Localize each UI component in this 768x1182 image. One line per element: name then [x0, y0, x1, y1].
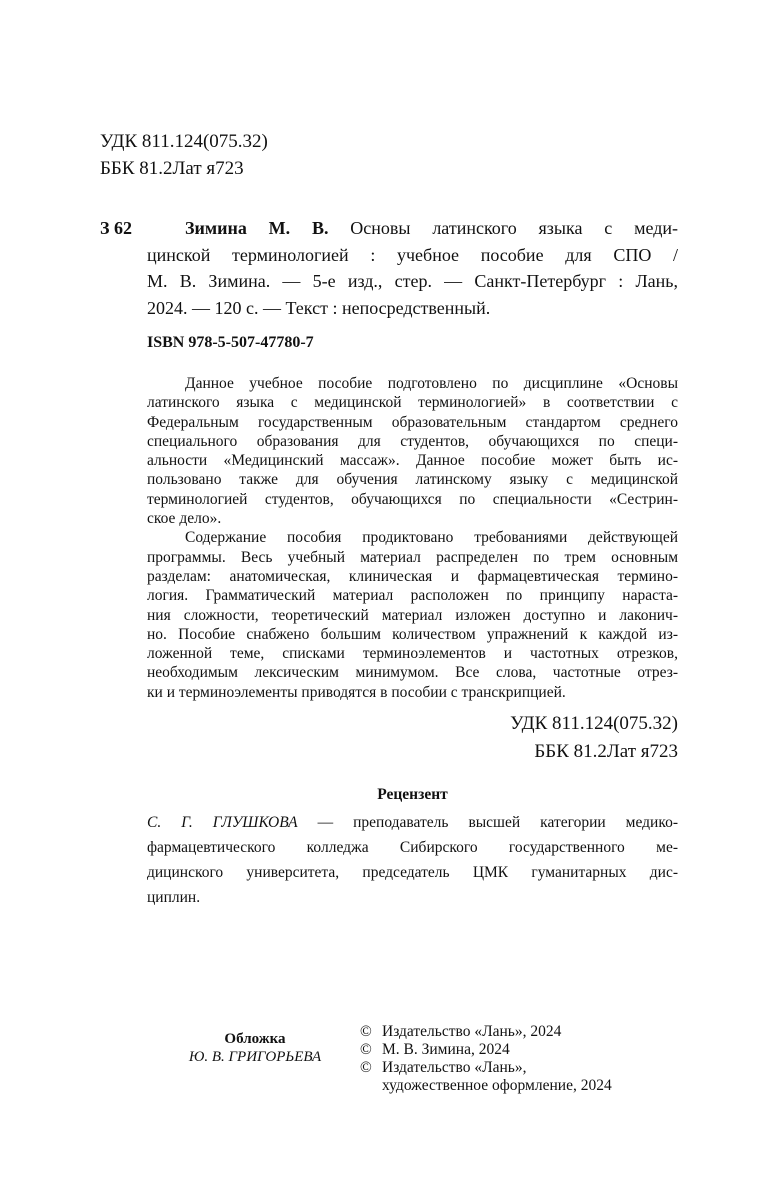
cover-credit — [160, 1030, 350, 1066]
abstract-line: разделам: анатомическая, клиническая и фармацевтическая термино- — [147, 567, 678, 585]
abstract-line: ки и терминоэлементы приводятся в пособии с транскрипцией. — [147, 683, 566, 701]
copyright-line — [360, 1023, 612, 1041]
reviewer-line — [147, 810, 678, 835]
abstract — [147, 374, 678, 702]
abstract-line: Данное учебное пособие подготовлено по дисциплине «Основы — [185, 375, 678, 392]
cover-designer: Ю. В. ГРИГОРЬЕВА — [188, 1049, 322, 1065]
abstract-line: ния сложности, теоретический материал изложен доступно и лаконич- — [147, 606, 678, 624]
abstract-line: специального образования для студентов, обучающихся по специ- — [147, 432, 678, 450]
reviewer-info — [147, 810, 678, 910]
entry-line — [147, 215, 678, 242]
copyright-line — [360, 1059, 612, 1077]
reviewer-text: — преподаватель высшей категории медико- — [297, 814, 678, 831]
abstract-line: альности «Медицинский массаж». Данное пособие может быть ис- — [147, 452, 678, 470]
abstract-line: но. Пособие снабжено большим количеством упражнений к каждой из- — [147, 625, 678, 643]
udk-bbk-bottom — [510, 710, 678, 766]
abstract-line: ское дело». — [147, 510, 222, 528]
entry-line: 2024. — 120 с. — Текст : непосредственный. — [147, 297, 491, 318]
entry-title: Основы латинского языка с меди- — [328, 218, 679, 238]
entry-author: Зимина М. В. — [185, 218, 329, 238]
bbk-code: ББК 81.2Лат я723 — [100, 158, 244, 179]
abstract-line: терминологией студентов, обучающихся по специальности «Сестрин- — [147, 490, 678, 508]
abstract-line: логия. Грамматический материал расположен по принципу нараста- — [147, 587, 678, 605]
udk-bbk-top — [100, 128, 268, 182]
abstract-line: пользовано также для обучения латинскому языку с медицинской — [147, 471, 678, 489]
entry-line: М. В. Зимина. — 5-е изд., стер. — Санкт-Петербург : Лань, — [147, 271, 678, 291]
abstract-line: программы. Весь учебный материал распределен по трем основным — [147, 548, 678, 566]
copyright-icon: © — [360, 1023, 372, 1040]
copyright-line — [360, 1041, 612, 1059]
author-sign: З 62 — [100, 218, 133, 238]
copyright-line — [360, 1077, 612, 1095]
reviewer-line: дицинского университета, председатель ЦМК гуманитарных дис- — [147, 864, 678, 881]
copyright-text: М. В. Зимина, 2024 — [382, 1041, 510, 1058]
abstract-line: необходимым лексическим минимумом. Все слова, частотные отрез- — [147, 664, 678, 682]
isbn: ISBN 978-5-507-47780-7 — [147, 334, 314, 351]
bibliographic-entry — [147, 215, 678, 321]
abstract-line: Федеральным государственным образовательным стандартом среднего — [147, 413, 678, 431]
copyright-text: Издательство «Лань», — [382, 1059, 527, 1076]
abstract-line: латинского языка с медицинской терминологией» в соответствии с — [147, 394, 678, 412]
udk-code: УДК 811.124(075.32) — [510, 713, 678, 734]
abstract-line: ложенной теме, списками терминоэлементов и частотных отрезков, — [147, 645, 678, 663]
copyright-block — [360, 1023, 612, 1095]
copyright-icon: © — [360, 1059, 372, 1076]
reviewer-line: фармацевтического колледжа Сибирского государственного ме- — [147, 839, 678, 856]
reviewer-line: циплин. — [147, 889, 201, 906]
copyright-text: художественное оформление, 2024 — [382, 1077, 612, 1094]
reviewer-heading: Рецензент — [377, 786, 448, 803]
copyright-text: Издательство «Лань», 2024 — [382, 1023, 562, 1040]
bbk-code: ББК 81.2Лат я723 — [534, 741, 678, 762]
cover-title: Обложка — [224, 1031, 286, 1047]
udk-code: УДК 811.124(075.32) — [100, 131, 268, 152]
abstract-line: Содержание пособия продиктовано требованиями действующей — [185, 529, 678, 547]
entry-line: цинской терминологией : учебное пособие для СПО / — [147, 244, 678, 265]
copyright-icon: © — [360, 1041, 372, 1058]
reviewer-name: С. Г. ГЛУШКОВА — [147, 814, 298, 831]
